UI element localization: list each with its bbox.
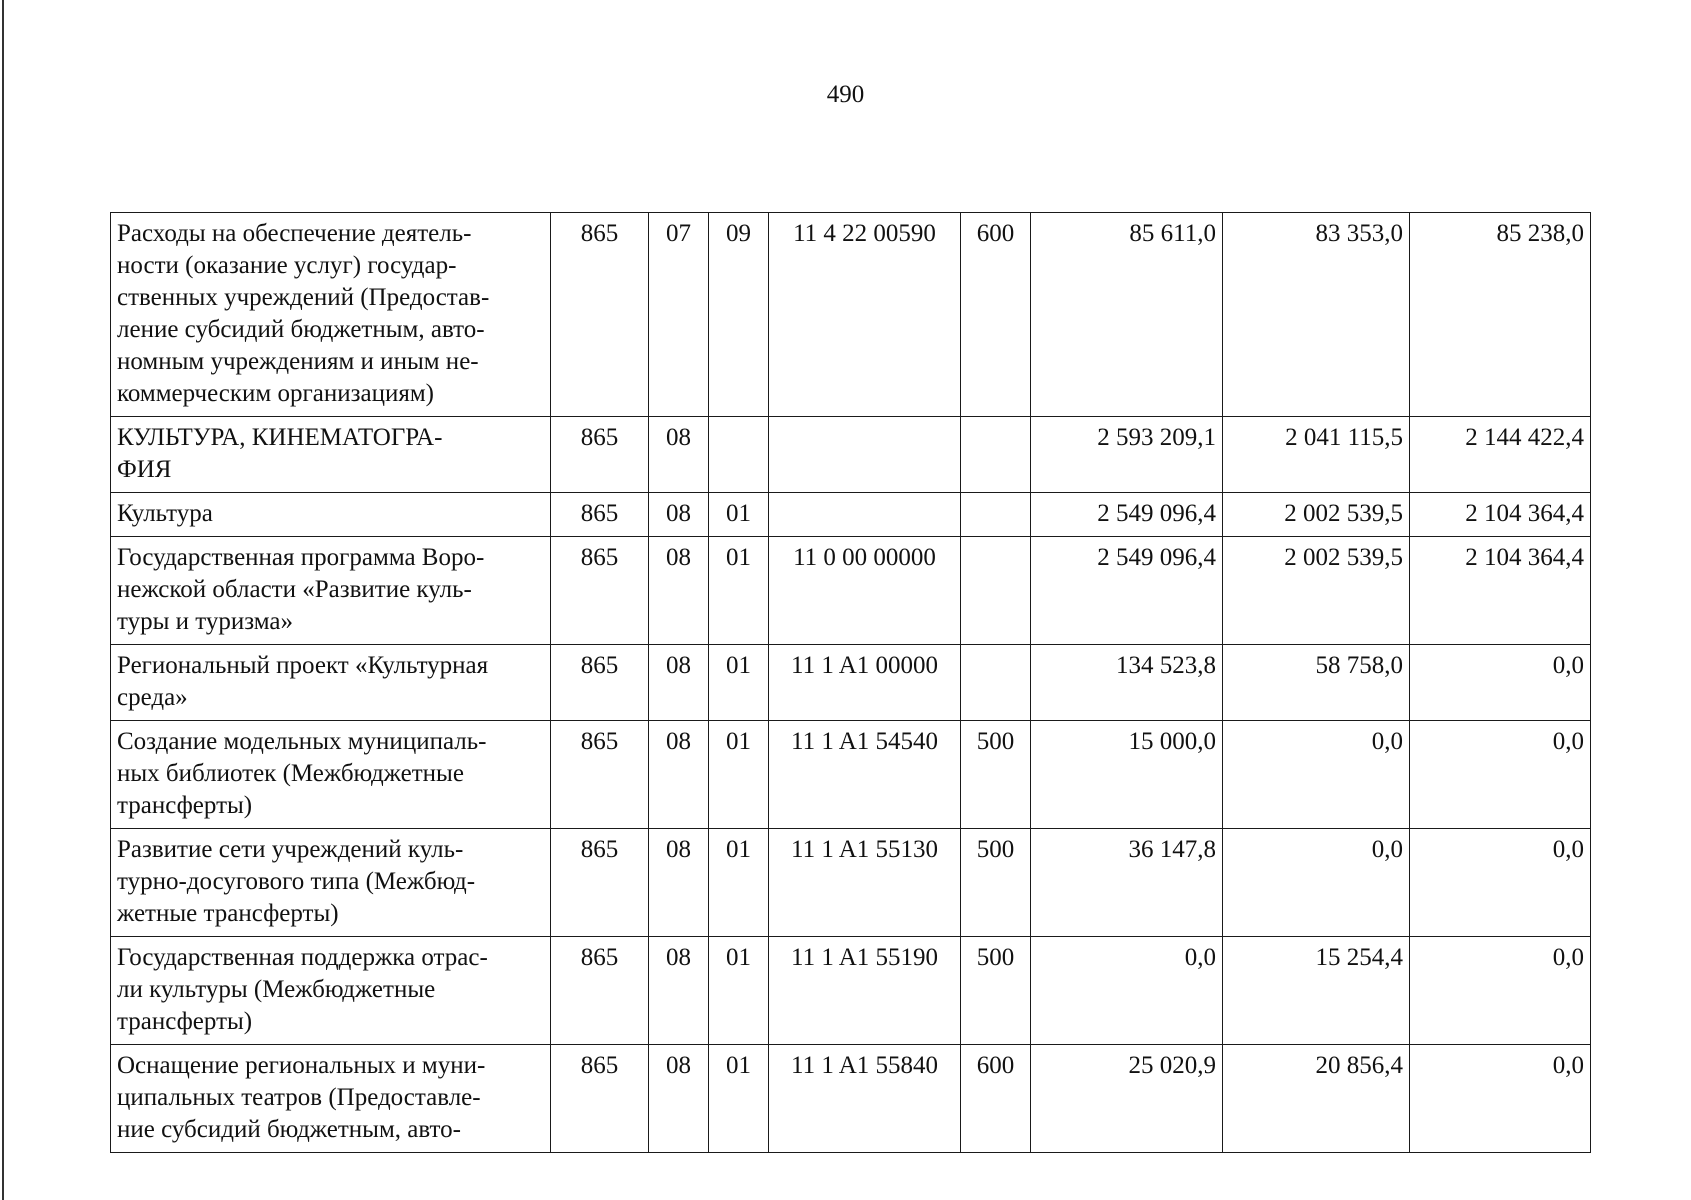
cell-rz: 08 — [649, 721, 709, 829]
cell-vr — [961, 493, 1031, 537]
budget-table — [110, 212, 1591, 1153]
cell-name-line: ли культуры (Межбюджетные — [117, 976, 436, 1003]
cell-name-line: Региональный проект «Культурная — [117, 652, 489, 679]
cell-name-line: ципальных театров (Предоставле- — [117, 1084, 481, 1111]
cell-amount-year3: 0,0 — [1410, 721, 1591, 829]
cell-pr: 01 — [709, 493, 769, 537]
table-row — [111, 417, 1591, 493]
cell-name-line: ственных учреждений (Предостав- — [117, 284, 490, 311]
cell-name — [111, 829, 551, 937]
cell-csr: 11 1 A1 55840 — [769, 1045, 961, 1153]
cell-amount-year3: 0,0 — [1410, 645, 1591, 721]
cell-name — [111, 493, 551, 537]
cell-name-line: КУЛЬТУРА, КИНЕМАТОГРА- — [117, 424, 443, 451]
cell-name-line: среда» — [117, 684, 188, 711]
cell-amount-year3: 85 238,0 — [1410, 213, 1591, 417]
cell-vr: 500 — [961, 937, 1031, 1045]
cell-amount-year1: 36 147,8 — [1031, 829, 1223, 937]
cell-amount-year2: 0,0 — [1223, 721, 1410, 829]
cell-name-line: Культура — [117, 500, 213, 527]
cell-pr: 01 — [709, 721, 769, 829]
cell-amount-year1: 2 549 096,4 — [1031, 493, 1223, 537]
cell-name-line: турно-досугового типа (Межбюд- — [117, 868, 476, 895]
table-row — [111, 937, 1591, 1045]
table-row — [111, 213, 1591, 417]
cell-pr: 01 — [709, 537, 769, 645]
cell-pr: 01 — [709, 937, 769, 1045]
cell-ved: 865 — [551, 937, 649, 1045]
page-number: 490 — [826, 81, 865, 108]
cell-vr: 600 — [961, 1045, 1031, 1153]
cell-csr: 11 0 00 00000 — [769, 537, 961, 645]
cell-name-line: коммерческим организациям) — [117, 380, 434, 407]
cell-rz: 08 — [649, 417, 709, 493]
cell-name-line: трансферты) — [117, 1008, 253, 1035]
cell-rz: 08 — [649, 537, 709, 645]
table-row — [111, 493, 1591, 537]
cell-amount-year1: 15 000,0 — [1031, 721, 1223, 829]
cell-amount-year2: 2 041 115,5 — [1223, 417, 1410, 493]
cell-pr — [709, 417, 769, 493]
cell-name-line: номным учреждениям и иным не- — [117, 348, 479, 375]
cell-rz: 07 — [649, 213, 709, 417]
cell-amount-year3: 0,0 — [1410, 829, 1591, 937]
cell-name-line: Создание модельных муниципаль- — [117, 728, 487, 755]
scan-edge-line — [2, 0, 4, 1200]
cell-csr — [769, 493, 961, 537]
cell-name-line: ных библиотек (Межбюджетные — [117, 760, 464, 787]
table-row — [111, 537, 1591, 645]
cell-name — [111, 213, 551, 417]
cell-name-line: Оснащение региональных и муни- — [117, 1052, 486, 1079]
cell-rz: 08 — [649, 493, 709, 537]
cell-name — [111, 937, 551, 1045]
cell-ved: 865 — [551, 1045, 649, 1153]
cell-amount-year1: 25 020,9 — [1031, 1045, 1223, 1153]
cell-pr: 09 — [709, 213, 769, 417]
cell-rz: 08 — [649, 645, 709, 721]
cell-name-line: нежской области «Развитие куль- — [117, 576, 472, 603]
cell-ved: 865 — [551, 645, 649, 721]
cell-amount-year1: 0,0 — [1031, 937, 1223, 1045]
cell-amount-year3: 2 104 364,4 — [1410, 493, 1591, 537]
cell-vr: 600 — [961, 213, 1031, 417]
cell-name-line: Расходы на обеспечение деятель- — [117, 220, 472, 247]
cell-amount-year2: 15 254,4 — [1223, 937, 1410, 1045]
cell-rz: 08 — [649, 829, 709, 937]
cell-amount-year2: 2 002 539,5 — [1223, 493, 1410, 537]
cell-amount-year3: 2 144 422,4 — [1410, 417, 1591, 493]
cell-csr: 11 1 A1 00000 — [769, 645, 961, 721]
cell-amount-year3: 0,0 — [1410, 937, 1591, 1045]
cell-name — [111, 1045, 551, 1153]
cell-rz: 08 — [649, 937, 709, 1045]
cell-name-line: ФИЯ — [117, 456, 172, 483]
cell-amount-year1: 134 523,8 — [1031, 645, 1223, 721]
cell-amount-year2: 83 353,0 — [1223, 213, 1410, 417]
cell-vr — [961, 645, 1031, 721]
cell-vr — [961, 417, 1031, 493]
cell-pr: 01 — [709, 1045, 769, 1153]
cell-pr: 01 — [709, 645, 769, 721]
cell-ved: 865 — [551, 829, 649, 937]
cell-amount-year2: 58 758,0 — [1223, 645, 1410, 721]
cell-name-line: ности (оказание услуг) государ- — [117, 252, 457, 279]
cell-rz: 08 — [649, 1045, 709, 1153]
cell-name — [111, 645, 551, 721]
table-row — [111, 721, 1591, 829]
cell-name-line: трансферты) — [117, 792, 253, 819]
cell-ved: 865 — [551, 213, 649, 417]
cell-amount-year3: 2 104 364,4 — [1410, 537, 1591, 645]
cell-ved: 865 — [551, 537, 649, 645]
cell-name — [111, 537, 551, 645]
cell-name-line: жетные трансферты) — [117, 900, 339, 927]
cell-csr: 11 4 22 00590 — [769, 213, 961, 417]
cell-name-line: ление субсидий бюджетным, авто- — [117, 316, 485, 343]
budget-table-body — [111, 213, 1591, 1153]
cell-amount-year2: 0,0 — [1223, 829, 1410, 937]
table-row — [111, 829, 1591, 937]
table-row — [111, 1045, 1591, 1153]
cell-name-line: ние субсидий бюджетным, авто- — [117, 1116, 461, 1143]
cell-amount-year3: 0,0 — [1410, 1045, 1591, 1153]
table-row — [111, 645, 1591, 721]
cell-amount-year1: 2 549 096,4 — [1031, 537, 1223, 645]
cell-name-line: Развитие сети учреждений куль- — [117, 836, 464, 863]
cell-csr: 11 1 A1 55190 — [769, 937, 961, 1045]
cell-amount-year2: 20 856,4 — [1223, 1045, 1410, 1153]
cell-csr: 11 1 A1 55130 — [769, 829, 961, 937]
cell-csr: 11 1 A1 54540 — [769, 721, 961, 829]
cell-ved: 865 — [551, 493, 649, 537]
cell-name-line: Государственная поддержка отрас- — [117, 944, 488, 971]
cell-pr: 01 — [709, 829, 769, 937]
cell-amount-year2: 2 002 539,5 — [1223, 537, 1410, 645]
cell-amount-year1: 85 611,0 — [1031, 213, 1223, 417]
cell-csr — [769, 417, 961, 493]
cell-ved: 865 — [551, 721, 649, 829]
cell-vr: 500 — [961, 721, 1031, 829]
cell-amount-year1: 2 593 209,1 — [1031, 417, 1223, 493]
cell-name — [111, 417, 551, 493]
cell-vr — [961, 537, 1031, 645]
cell-name — [111, 721, 551, 829]
cell-vr: 500 — [961, 829, 1031, 937]
cell-ved: 865 — [551, 417, 649, 493]
cell-name-line: туры и туризма» — [117, 608, 294, 635]
cell-name-line: Государственная программа Воро- — [117, 544, 485, 571]
